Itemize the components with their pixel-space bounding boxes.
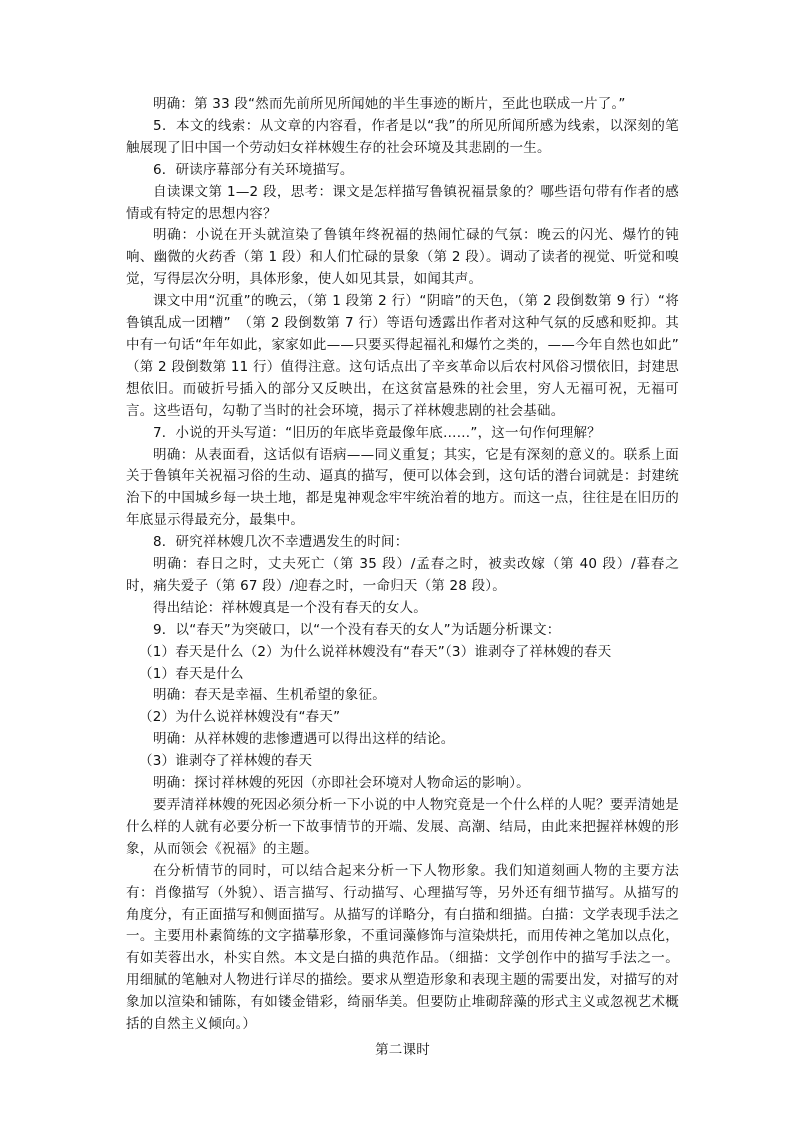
paragraph-a3: 明确：探讨祥林嫂的死因（亦即社会环境对人物命运的影响）。 [153,775,530,792]
section-heading-second-lesson: 第二课时 [375,1041,430,1058]
paragraph-task-6: 6．研读序幕部分有关环境描写。 [153,161,354,178]
paragraph-answer-33: 明确：第 33 段“然而先前所见所闻她的半生事迹的断片，至此也联成一片了。” [153,96,626,112]
paragraph-task-7: 7．小说的开头写道：“旧历的年底毕竟最像年底……”，这一句作何理解？ [153,424,601,441]
paragraph-phrases-analysis: 课文中用“沉重”的晚云，（第 1 段第 2 行）“阴暗”的天色，（第 2 段倒数第 9 行）“将鲁镇乱成一团糟” （第 2 段倒数第 7 行）等语句透露出作者对这种气氛的反感和贬抑。其中有一句话“年年如此，家家如此——只要买得起福礼和爆竹之类的，——今年自然也如此” （第 2 段倒数第 11 行）值得注意。这句话点出了辛亥革命以后农村风俗习惯依旧，封建思想依旧。而破折号插入的部分又反映出，在这贫富悬殊的社会里，穷人无福可祝，无福可言。这些语句，勾勒了当时的社会环境，揭示了祥林嫂悲剧的社会基础。 [126,293,693,419]
paragraph-a2: 明确：从祥林嫂的悲惨遭遇可以得出这样的结论。 [153,731,455,748]
paragraph-q2: （2）为什么说祥林嫂没有“春天” [139,709,341,726]
document-page [126,94,693,1062]
paragraph-a1: 明确：春天是幸福、生机希望的象征。 [153,687,386,704]
paragraph-character-methods: 在分析情节的同时，可以结合起来分析一下人物形象。我们知道刻画人物的主要方法有：肖像描写（外貌）、语言描写、行动描写、心理描写等，另外还有细节描写。从描写的角度分，有正面描写和侧面描写。从描写的详略分，有白描和细描。白描：文学表现手法之一。主要用朴素简练的文字描摹形象，不重词藻修饰与渲染烘托，而用传神之笔加以点化，有如芙蓉出水，朴实自然。本文是白描的典范作品。（细描：文学创作中的描写手法之一。用细腻的笔触对人物进行详尽的描绘。要求从塑造形象和表现主题的需要出发，对描写的对象加以渲染和铺陈，有如镂金错彩，绮丽华美。但要防止堆砌辞藻的形式主义或忽视艺术概括的自然主义倾向。） [126,862,679,1033]
paragraph-task-9: 9．以“春天”为突破口，以“一个没有春天的女人”为话题分析课文： [153,621,561,638]
paragraph-task-8: 8．研究祥林嫂几次不幸遭遇发生的时间： [153,534,409,551]
paragraph-answer-7: 明确：从表面看，这话似有语病——同义重复；其实，它是有深刻的意义的。联系上面关于鲁镇年关祝福习俗的生动、逼真的描写，便可以体会到，这句话的潜台词就是：封建统治下的中国城乡每一块土地，都是鬼神观念牢牢统治着的地方。而这一点，往往是在旧历的年底显示得最充分，最集中。 [126,446,679,529]
paragraph-plot-analysis: 要弄清祥林嫂的死因必须分析一下小说的中人物究竟是一个什么样的人呢？要弄清她是什么样的人就有必要分析一下故事情节的开端、发展、高潮、结局，由此来把握祥林嫂的形象，从而领会《祝福》的主题。 [126,797,679,857]
paragraph-q3: （3）谁剥夺了祥林嫂的春天 [139,753,313,770]
paragraph-self-read: 自读课文第 1—2 段，思考：课文是怎样描写鲁镇祝福景象的？哪些语句带有作者的感情或有特定的思想内容？ [126,183,679,222]
paragraph-answer-atmosphere: 明确：小说在开头就渲染了鲁镇年终祝福的热闹忙碌的气氛：晚云的闪光、爆竹的钝响、幽微的火药香（第 1 段）和人们忙碌的景象（第 2 段）。调动了读者的视觉、听觉和嗅觉，写得层次分明，具体形象，使人如见其景，如闻其声。 [126,227,679,288]
paragraph-q1: （1）春天是什么 [139,665,244,682]
paragraph-questions: （1）春天是什么（2）为什么说祥林嫂没有“春天”（3）谁剥夺了祥林嫂的春天 [139,643,612,660]
paragraph-clue: 5．本文的线索：从文章的内容看，作者是以“我”的所见所闻所感为线索，以深刻的笔触展现了旧中国一个劳动妇女祥林嫂生存的社会环境及其悲剧的一生。 [126,117,679,156]
paragraph-conclusion: 得出结论：祥林嫂真是一个没有春天的女人。 [153,599,427,616]
paragraph-answer-8: 明确：春日之时，丈夫死亡（第 35 段）/孟春之时，被卖改嫁（第 40 段）/暮春之时，痛失爱子（第 67 段）/迎春之时，一命归天（第 28 段）。 [126,556,679,594]
